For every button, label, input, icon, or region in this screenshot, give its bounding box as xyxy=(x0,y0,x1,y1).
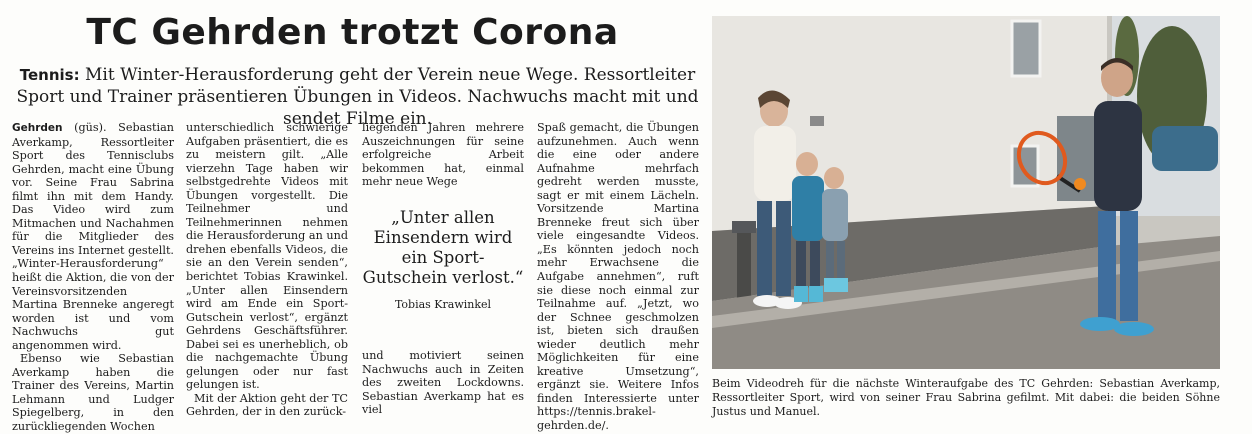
paragraph xyxy=(12,121,174,352)
paragraph-text: (güs). Sebastian Averkamp, Ressortleiter Sport des Tennisclubs Gehrden, macht eine Übung vor. Seine Frau Sabrina filmt ihn mit dem Handy. Das Video wird zum Mitmachen und Nachahmen für die Mitglieder des Vereins ins Internet gestellt. „Winter-Herausforderung“ heißt die Aktion, die von der Vereinsvorsitzenden Martina Brenneke angeregt worden ist und vom Nachwuchs gut angenommen wird. xyxy=(12,121,174,352)
article-column-4 xyxy=(537,121,699,433)
pull-quote-text: „Unter allen Einsendern wird ein Sport-Gutschein verlost.“ xyxy=(362,208,524,287)
paragraph: Ebenso wie Sebastian Averkamp haben die Trainer des Vereins, Martin Lehmann und Ludger Spiegelberg, in den zurückliegenden Wochen xyxy=(12,352,174,434)
paragraph: Spaß gemacht, die Übungen aufzunehmen. Auch wenn die eine oder andere Aufnahme mehrfach gedreht werden musste, sagt er mit einem Lächeln. Vorsitzende Martina Brenneke freut sich über viele eingesandte Videos. „Es könnten jedoch noch mehr Erwachsene die Aufgabe annehmen“, ruft sie diese noch einmal zur Teilnahme auf. „Jetzt, wo der Schnee geschmolzen ist, bieten sich draußen wieder deutlich mehr Möglichkeiten für eine kreative Umsetzung“, ergänzt sie. Weitere Infos finden Interessierte unter https://tennis.brakel-gehrden.de/. xyxy=(537,121,699,433)
photo-caption: Beim Videodreh für die nächste Winteraufgabe des TC Gehrden: Sebastian Averkamp, Ressortleiter Sport, wird von seiner Frau Sabrina gefilmt. Mit dabei: die beiden Söhne Justus und Manuel. xyxy=(712,377,1220,418)
kicker: Tennis: xyxy=(19,66,80,84)
subhead-text: Mit Winter-Herausforderung geht der Verein neue Wege. Ressortleiter Sport und Trainer präsentieren Übungen in Videos. Nachwuchs macht mit und sendet Filme ein. xyxy=(16,65,699,129)
paragraph: unterschiedlich schwierige Aufgaben präsentiert, die es zu meistern gilt. „Alle vierzehn Tage haben wir selbstgedrehte Videos mit Übungen vorgestellt. Die Teilnehmer und Teilnehmerinnen nehmen die Herausforderung an und drehen ebenfalls Videos, die sie an den Verein senden“, berichtet Tobias Krawinkel. „Unter allen Einsendern wird am Ende ein Sport-Gutschein verlost“, ergänzt Gehrdens Geschäftsführer. Dabei sei es unerheblich, ob die nachgemachte Übung gelungen oder nur fast gelungen ist. xyxy=(186,121,348,392)
article-column-3-bottom xyxy=(362,349,524,417)
headline: TC Gehrden trotzt Corona xyxy=(86,12,619,53)
article-photo xyxy=(712,16,1220,369)
dateline: Gehrden xyxy=(12,122,63,134)
pull-quote-author: Tobias Krawinkel xyxy=(394,298,492,311)
paragraph: Mit der Aktion geht der TC Gehrden, der in den zurück- xyxy=(186,391,348,419)
article-column-3-top xyxy=(362,121,524,189)
paragraph: liegenden Jahren mehrere Auszeichnungen für seine erfolgreiche Arbeit bekommen hat, einmal mehr neue Wege xyxy=(362,121,524,189)
paragraph: und motiviert seinen Nachwuchs auch in Zeiten des zweiten Lockdowns. Sebastian Averkamp hat es viel xyxy=(362,349,524,417)
pull-quote xyxy=(362,208,524,311)
article-column-1 xyxy=(12,121,174,434)
photo-illustration xyxy=(712,16,1220,369)
article-column-2 xyxy=(186,121,348,419)
